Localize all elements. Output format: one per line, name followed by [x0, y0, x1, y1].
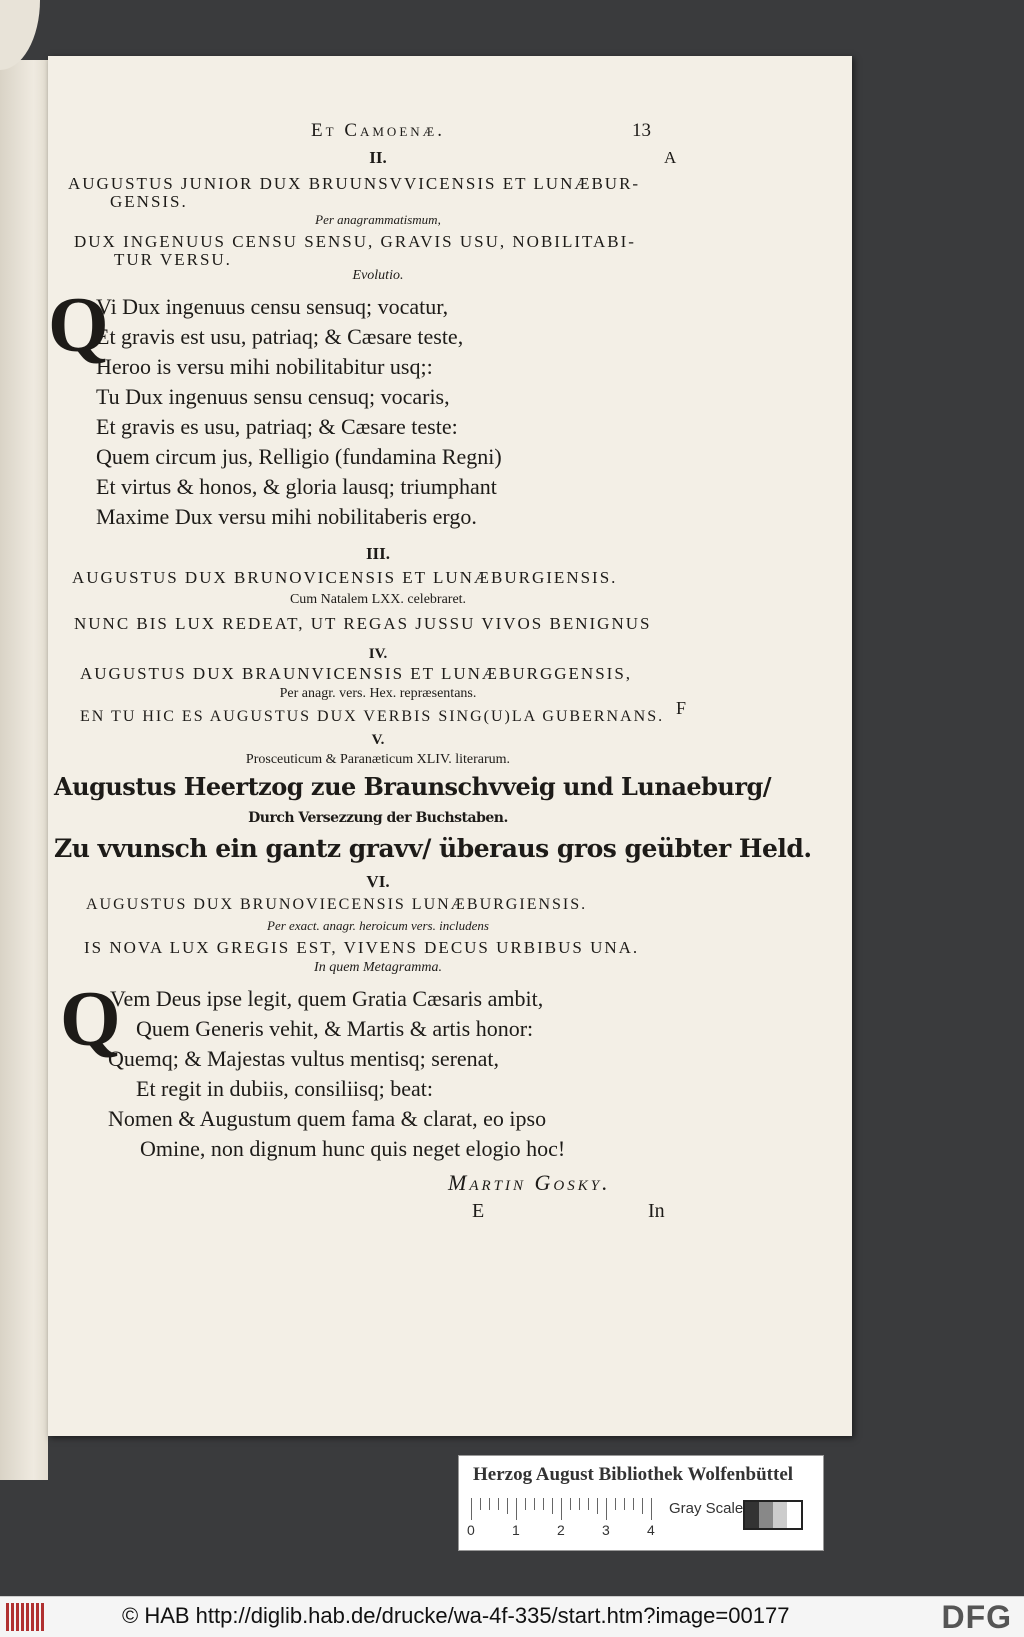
- author-signature: Martin Gosky.: [448, 1170, 611, 1195]
- gray-scale-swatch: [743, 1500, 803, 1530]
- facing-page-edge: [0, 60, 48, 1480]
- verse-line: Et regit in dubiis, consiliisq; beat:: [136, 1076, 433, 1101]
- verse-line: Maxime Dux versu mihi nobilitaberis ergo.: [96, 504, 477, 529]
- book-page: [48, 56, 852, 1436]
- title-line: GENSIS.: [110, 192, 188, 211]
- marginal-letter-f: F: [676, 698, 687, 718]
- page-number: 13: [632, 120, 651, 141]
- section-numeral-4: IV.: [368, 646, 388, 662]
- section-numeral-2: II.: [369, 148, 387, 167]
- verse-line: Quemq; & Majestas vultus mentisq; serenat,: [108, 1046, 500, 1071]
- anagram-line: EN TU HIC ES AUGUSTUS DUX VERBIS SING(U)LA GUBERNANS.: [80, 708, 665, 725]
- subtitle: Per anagrammatismum,: [315, 212, 441, 227]
- section-numeral-6: VI.: [366, 872, 390, 891]
- library-name: Herzog August Bibliothek Wolfenbüttel: [473, 1464, 794, 1485]
- section-numeral-3: III.: [365, 544, 391, 563]
- ruler-number: 2: [557, 1522, 565, 1538]
- footer-bar: [0, 1596, 1024, 1637]
- german-heading: Augustus Heertzog zue Braunschvveig und Lunaeburg/: [54, 772, 772, 801]
- verse-line: Nomen & Augustum quem fama & clarat, eo ipso: [108, 1106, 547, 1131]
- ruler-number: 1: [512, 1522, 520, 1538]
- german-subheading: Durch Versezzung der Buchstaben.: [248, 810, 508, 826]
- verse-line: Quem Generis vehit, & Martis & artis honor:: [136, 1016, 534, 1041]
- title-line: AUGUSTUS DUX BRUNOVIECENSIS LUNÆBURGIENSIS.: [86, 896, 588, 913]
- verse-line: Et virtus & honos, & gloria lausq; triumphant: [96, 474, 497, 499]
- hab-logo-icon: [6, 1603, 44, 1631]
- section-numeral-5: V.: [371, 732, 385, 748]
- verse-line: Tu Dux ingenuus sensu censuq; vocaris,: [96, 384, 450, 409]
- anagram-line: DUX INGENUUS CENSU SENSU, GRAVIS USU, NOBILITABI-: [74, 232, 636, 251]
- verse-line: Omine, non dignum hunc quis neget elogio hoc!: [140, 1136, 566, 1161]
- dfg-logo: DFG: [941, 1599, 1012, 1635]
- verse-line: Quem circum jus, Relligio (fundamina Regni): [96, 444, 502, 469]
- ruler-scale: [471, 1498, 661, 1520]
- verse-line: Vi Dux ingenuus censu sensuq; vocatur,: [96, 294, 449, 319]
- subtitle: Per anagr. vers. Hex. repræsentans.: [279, 686, 477, 701]
- signature-mark: E: [472, 1200, 485, 1222]
- ruler-number: 4: [647, 1522, 655, 1538]
- ruler-number: 0: [467, 1522, 475, 1538]
- title-line: AUGUSTUS DUX BRUNOVICENSIS ET LUNÆBURGIENSIS.: [72, 568, 618, 587]
- verse-line: Heroo is versu mihi nobilitabitur usq;:: [96, 354, 433, 379]
- running-title: Et Camoenæ.: [311, 120, 445, 141]
- verse-line: Et gravis es usu, patriaq; & Cæsare teste:: [96, 414, 458, 439]
- drop-cap: Q: [48, 281, 109, 368]
- subtitle: Per exact. anagr. heroicum vers. includens: [267, 918, 489, 933]
- subtitle: Prosceuticum & Paranæticum XLIV. literarum.: [245, 752, 511, 767]
- gray-scale-label: Gray Scale: [669, 1500, 744, 1517]
- verse-line: Vem Deus ipse legit, quem Gratia Cæsaris ambit,: [110, 986, 544, 1011]
- anagram-line: NUNC BIS LUX REDEAT, UT REGAS JUSSU VIVOS BENIGNUS: [74, 614, 652, 633]
- ruler-number: 3: [602, 1522, 610, 1538]
- title-line: AUGUSTUS DUX BRAUNVICENSIS ET LUNÆBURGGENSIS,: [80, 664, 633, 683]
- drop-cap: Q: [60, 975, 121, 1062]
- evolutio-heading: Evolutio.: [352, 268, 404, 283]
- anagram-line: TUR VERSU.: [114, 250, 232, 269]
- marginal-letter-a: A: [664, 148, 677, 167]
- subtitle: Cum Natalem LXX. celebraret.: [289, 592, 467, 607]
- verse-line: Et gravis est usu, patriaq; & Cæsare teste,: [96, 324, 464, 349]
- title-line: AUGUSTUS JUNIOR DUX BRUUNSVVICENSIS ET LUNÆBUR-: [68, 174, 641, 193]
- german-anagram: Zu vvunsch ein gantz gravv/ überaus gros geübter Held.: [54, 834, 812, 863]
- catchword: In: [648, 1200, 665, 1222]
- library-scale-label: [458, 1455, 824, 1551]
- metagramma-heading: In quem Metagramma.: [314, 960, 442, 975]
- copyright-url[interactable]: © HAB http://diglib.hab.de/drucke/wa-4f-335/start.htm?image=00177: [122, 1603, 790, 1628]
- anagram-line: IS NOVA LUX GREGIS EST, VIVENS DECUS URBIBUS UNA.: [84, 938, 640, 957]
